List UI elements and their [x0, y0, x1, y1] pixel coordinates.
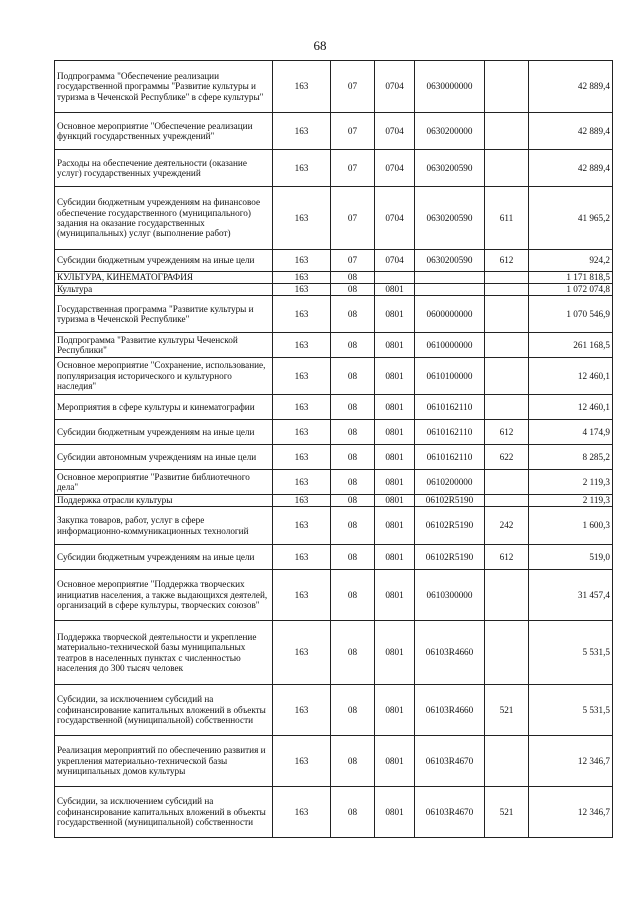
- row-amount: 42 889,4: [529, 150, 613, 187]
- row-prz: 0801: [375, 545, 415, 570]
- table-row: [55, 507, 613, 545]
- row-amount: 924,2: [529, 250, 613, 272]
- row-name: Субсидии, за исключением субсидий на софинансирование капитальных вложений в объекты государственной (муниципальной) собственности: [55, 685, 273, 736]
- table-row: [55, 187, 613, 250]
- row-csr: 0610162110: [415, 420, 485, 445]
- row-rz: 08: [331, 507, 375, 545]
- row-amount: 42 889,4: [529, 61, 613, 113]
- row-ved: 163: [273, 395, 331, 420]
- row-ved: 163: [273, 358, 331, 395]
- row-prz: 0801: [375, 296, 415, 333]
- row-csr: 0610200000: [415, 470, 485, 495]
- row-csr: 06102R5190: [415, 507, 485, 545]
- row-name: Субсидии автономным учреждениям на иные цели: [55, 445, 273, 470]
- table-row: [55, 333, 613, 358]
- row-prz: 0801: [375, 358, 415, 395]
- row-ved: 163: [273, 507, 331, 545]
- row-rz: 07: [331, 61, 375, 113]
- row-prz: 0704: [375, 250, 415, 272]
- row-csr: 06102R5190: [415, 495, 485, 507]
- row-name: Мероприятия в сфере культуры и кинематографии: [55, 395, 273, 420]
- row-ved: 163: [273, 445, 331, 470]
- row-name: Субсидии бюджетным учреждениям на иные цели: [55, 545, 273, 570]
- row-vr: [485, 333, 529, 358]
- row-amount: 12 460,1: [529, 358, 613, 395]
- table-row: [55, 787, 613, 838]
- row-vr: [485, 495, 529, 507]
- row-name: Государственная программа "Развитие культуры и туризма в Чеченской Республике": [55, 296, 273, 333]
- row-csr: 0610162110: [415, 445, 485, 470]
- row-vr: [485, 736, 529, 787]
- table-row: [55, 495, 613, 507]
- row-ved: 163: [273, 470, 331, 495]
- table-row: [55, 296, 613, 333]
- row-csr: [415, 284, 485, 296]
- row-amount: 1 072 074,8: [529, 284, 613, 296]
- row-name: Основное мероприятие "Сохранение, использование, популяризация исторического и культурного наследия": [55, 358, 273, 395]
- row-amount: 2 119,3: [529, 495, 613, 507]
- row-ved: 163: [273, 736, 331, 787]
- row-vr: 521: [485, 685, 529, 736]
- row-ved: 163: [273, 296, 331, 333]
- row-amount: 31 457,4: [529, 570, 613, 621]
- row-name: Подпрограмма "Обеспечение реализации государственной программы "Развитие культуры и туризма в Чеченской Республике" в сфере культуры": [55, 61, 273, 113]
- row-rz: 08: [331, 685, 375, 736]
- table-row: [55, 272, 613, 284]
- row-vr: [485, 150, 529, 187]
- row-csr: 06103R4670: [415, 736, 485, 787]
- row-prz: 0801: [375, 284, 415, 296]
- row-ved: 163: [273, 150, 331, 187]
- table-row: [55, 150, 613, 187]
- row-rz: 08: [331, 470, 375, 495]
- row-ved: 163: [273, 272, 331, 284]
- table-row: [55, 545, 613, 570]
- table-row: [55, 685, 613, 736]
- row-ved: 163: [273, 787, 331, 838]
- row-csr: 06102R5190: [415, 545, 485, 570]
- row-vr: [485, 358, 529, 395]
- row-amount: 1 600,3: [529, 507, 613, 545]
- row-name: Расходы на обеспечение деятельности (оказание услуг) государственных учреждений: [55, 150, 273, 187]
- row-vr: 612: [485, 420, 529, 445]
- table-row: [55, 61, 613, 113]
- row-vr: [485, 61, 529, 113]
- row-rz: 08: [331, 420, 375, 445]
- row-amount: 519,0: [529, 545, 613, 570]
- row-name: Подпрограмма "Развитие культуры Чеченской Республики": [55, 333, 273, 358]
- table-row: [55, 358, 613, 395]
- row-amount: 41 965,2: [529, 187, 613, 250]
- table-row: [55, 470, 613, 495]
- row-rz: 08: [331, 445, 375, 470]
- row-vr: 242: [485, 507, 529, 545]
- row-prz: [375, 272, 415, 284]
- row-name: Реализация мероприятий по обеспечению развития и укрепления материально-технической базы муниципальных домов культуры: [55, 736, 273, 787]
- row-ved: 163: [273, 685, 331, 736]
- row-csr: 06103R4660: [415, 621, 485, 685]
- row-prz: 0801: [375, 570, 415, 621]
- row-ved: 163: [273, 61, 331, 113]
- table-row: [55, 113, 613, 150]
- row-rz: 08: [331, 545, 375, 570]
- row-vr: [485, 470, 529, 495]
- row-csr: 0630200590: [415, 150, 485, 187]
- row-amount: 4 174,9: [529, 420, 613, 445]
- table-row: [55, 736, 613, 787]
- row-ved: 163: [273, 420, 331, 445]
- row-rz: 08: [331, 495, 375, 507]
- row-amount: 5 531,5: [529, 685, 613, 736]
- row-prz: 0801: [375, 333, 415, 358]
- row-csr: 0610300000: [415, 570, 485, 621]
- row-ved: 163: [273, 495, 331, 507]
- row-vr: 622: [485, 445, 529, 470]
- budget-table-body: [55, 61, 613, 838]
- row-name: Основное мероприятие "Обеспечение реализации функций государственных учреждений": [55, 113, 273, 150]
- row-amount: 12 346,7: [529, 736, 613, 787]
- row-name: Субсидии бюджетным учреждениям на иные цели: [55, 250, 273, 272]
- row-prz: 0801: [375, 420, 415, 445]
- row-rz: 08: [331, 570, 375, 621]
- row-rz: 08: [331, 395, 375, 420]
- row-vr: [485, 113, 529, 150]
- row-prz: 0801: [375, 470, 415, 495]
- row-name: Закупка товаров, работ, услуг в сфере информационно-коммуникационных технологий: [55, 507, 273, 545]
- row-vr: [485, 395, 529, 420]
- row-ved: 163: [273, 113, 331, 150]
- row-vr: [485, 284, 529, 296]
- row-amount: 1 171 818,5: [529, 272, 613, 284]
- row-rz: 08: [331, 736, 375, 787]
- row-ved: 163: [273, 250, 331, 272]
- row-csr: 06103R4660: [415, 685, 485, 736]
- row-amount: 1 070 546,9: [529, 296, 613, 333]
- row-rz: 08: [331, 358, 375, 395]
- row-csr: 0630200000: [415, 113, 485, 150]
- row-prz: 0801: [375, 445, 415, 470]
- row-rz: 08: [331, 333, 375, 358]
- row-vr: [485, 296, 529, 333]
- row-vr: 611: [485, 187, 529, 250]
- row-name: Субсидии, за исключением субсидий на софинансирование капитальных вложений в объекты государственной (муниципальной) собственности: [55, 787, 273, 838]
- budget-table: [54, 60, 613, 838]
- row-ved: 163: [273, 187, 331, 250]
- row-amount: 5 531,5: [529, 621, 613, 685]
- row-csr: 0630200590: [415, 187, 485, 250]
- row-vr: [485, 621, 529, 685]
- row-rz: 07: [331, 187, 375, 250]
- row-csr: 0610162110: [415, 395, 485, 420]
- row-prz: 0704: [375, 61, 415, 113]
- row-amount: 261 168,5: [529, 333, 613, 358]
- row-rz: 08: [331, 284, 375, 296]
- row-prz: 0801: [375, 495, 415, 507]
- table-row: [55, 250, 613, 272]
- row-rz: 08: [331, 296, 375, 333]
- row-vr: 612: [485, 545, 529, 570]
- row-ved: 163: [273, 333, 331, 358]
- row-name: Культура: [55, 284, 273, 296]
- row-csr: 06103R4670: [415, 787, 485, 838]
- row-csr: 0630200590: [415, 250, 485, 272]
- row-csr: 0610100000: [415, 358, 485, 395]
- table-row: [55, 395, 613, 420]
- row-vr: [485, 272, 529, 284]
- row-prz: 0801: [375, 787, 415, 838]
- table-row: [55, 284, 613, 296]
- row-amount: 8 285,2: [529, 445, 613, 470]
- row-prz: 0704: [375, 113, 415, 150]
- row-rz: 07: [331, 250, 375, 272]
- row-ved: 163: [273, 621, 331, 685]
- table-row: [55, 420, 613, 445]
- row-amount: 2 119,3: [529, 470, 613, 495]
- row-csr: 0600000000: [415, 296, 485, 333]
- page-number: 68: [313, 38, 327, 53]
- row-name: КУЛЬТУРА, КИНЕМАТОГРАФИЯ: [55, 272, 273, 284]
- row-rz: 07: [331, 113, 375, 150]
- table-row: [55, 570, 613, 621]
- row-vr: 521: [485, 787, 529, 838]
- row-prz: 0801: [375, 507, 415, 545]
- row-name: Поддержка творческой деятельности и укрепление материально-технической базы муниципальных театров в населенных пунктах с численностью населения до 300 тысяч человек: [55, 621, 273, 685]
- row-vr: [485, 570, 529, 621]
- row-rz: 08: [331, 272, 375, 284]
- row-rz: 07: [331, 150, 375, 187]
- row-rz: 08: [331, 621, 375, 685]
- row-name: Субсидии бюджетным учреждениям на финансовое обеспечение государственного (муниципального) задания на оказание государственных (муниципальных) услуг (выполнение работ): [55, 187, 273, 250]
- row-name: Субсидии бюджетным учреждениям на иные цели: [55, 420, 273, 445]
- row-prz: 0801: [375, 685, 415, 736]
- row-prz: 0704: [375, 187, 415, 250]
- row-name: Основное мероприятие "Развитие библиотечного дела": [55, 470, 273, 495]
- table-row: [55, 445, 613, 470]
- row-amount: 12 460,1: [529, 395, 613, 420]
- row-prz: 0801: [375, 621, 415, 685]
- row-name: Поддержка отрасли культуры: [55, 495, 273, 507]
- row-name: Основное мероприятие "Поддержка творческих инициатив населения, а также выдающихся деятелей, организаций в сфере культуры, творческих союзов": [55, 570, 273, 621]
- row-rz: 08: [331, 787, 375, 838]
- row-csr: 0610000000: [415, 333, 485, 358]
- row-prz: 0801: [375, 395, 415, 420]
- row-vr: 612: [485, 250, 529, 272]
- row-amount: 12 346,7: [529, 787, 613, 838]
- row-ved: 163: [273, 284, 331, 296]
- row-amount: 42 889,4: [529, 113, 613, 150]
- table-row: [55, 621, 613, 685]
- row-ved: 163: [273, 570, 331, 621]
- row-prz: 0801: [375, 736, 415, 787]
- row-ved: 163: [273, 545, 331, 570]
- row-prz: 0704: [375, 150, 415, 187]
- row-csr: [415, 272, 485, 284]
- row-csr: 0630000000: [415, 61, 485, 113]
